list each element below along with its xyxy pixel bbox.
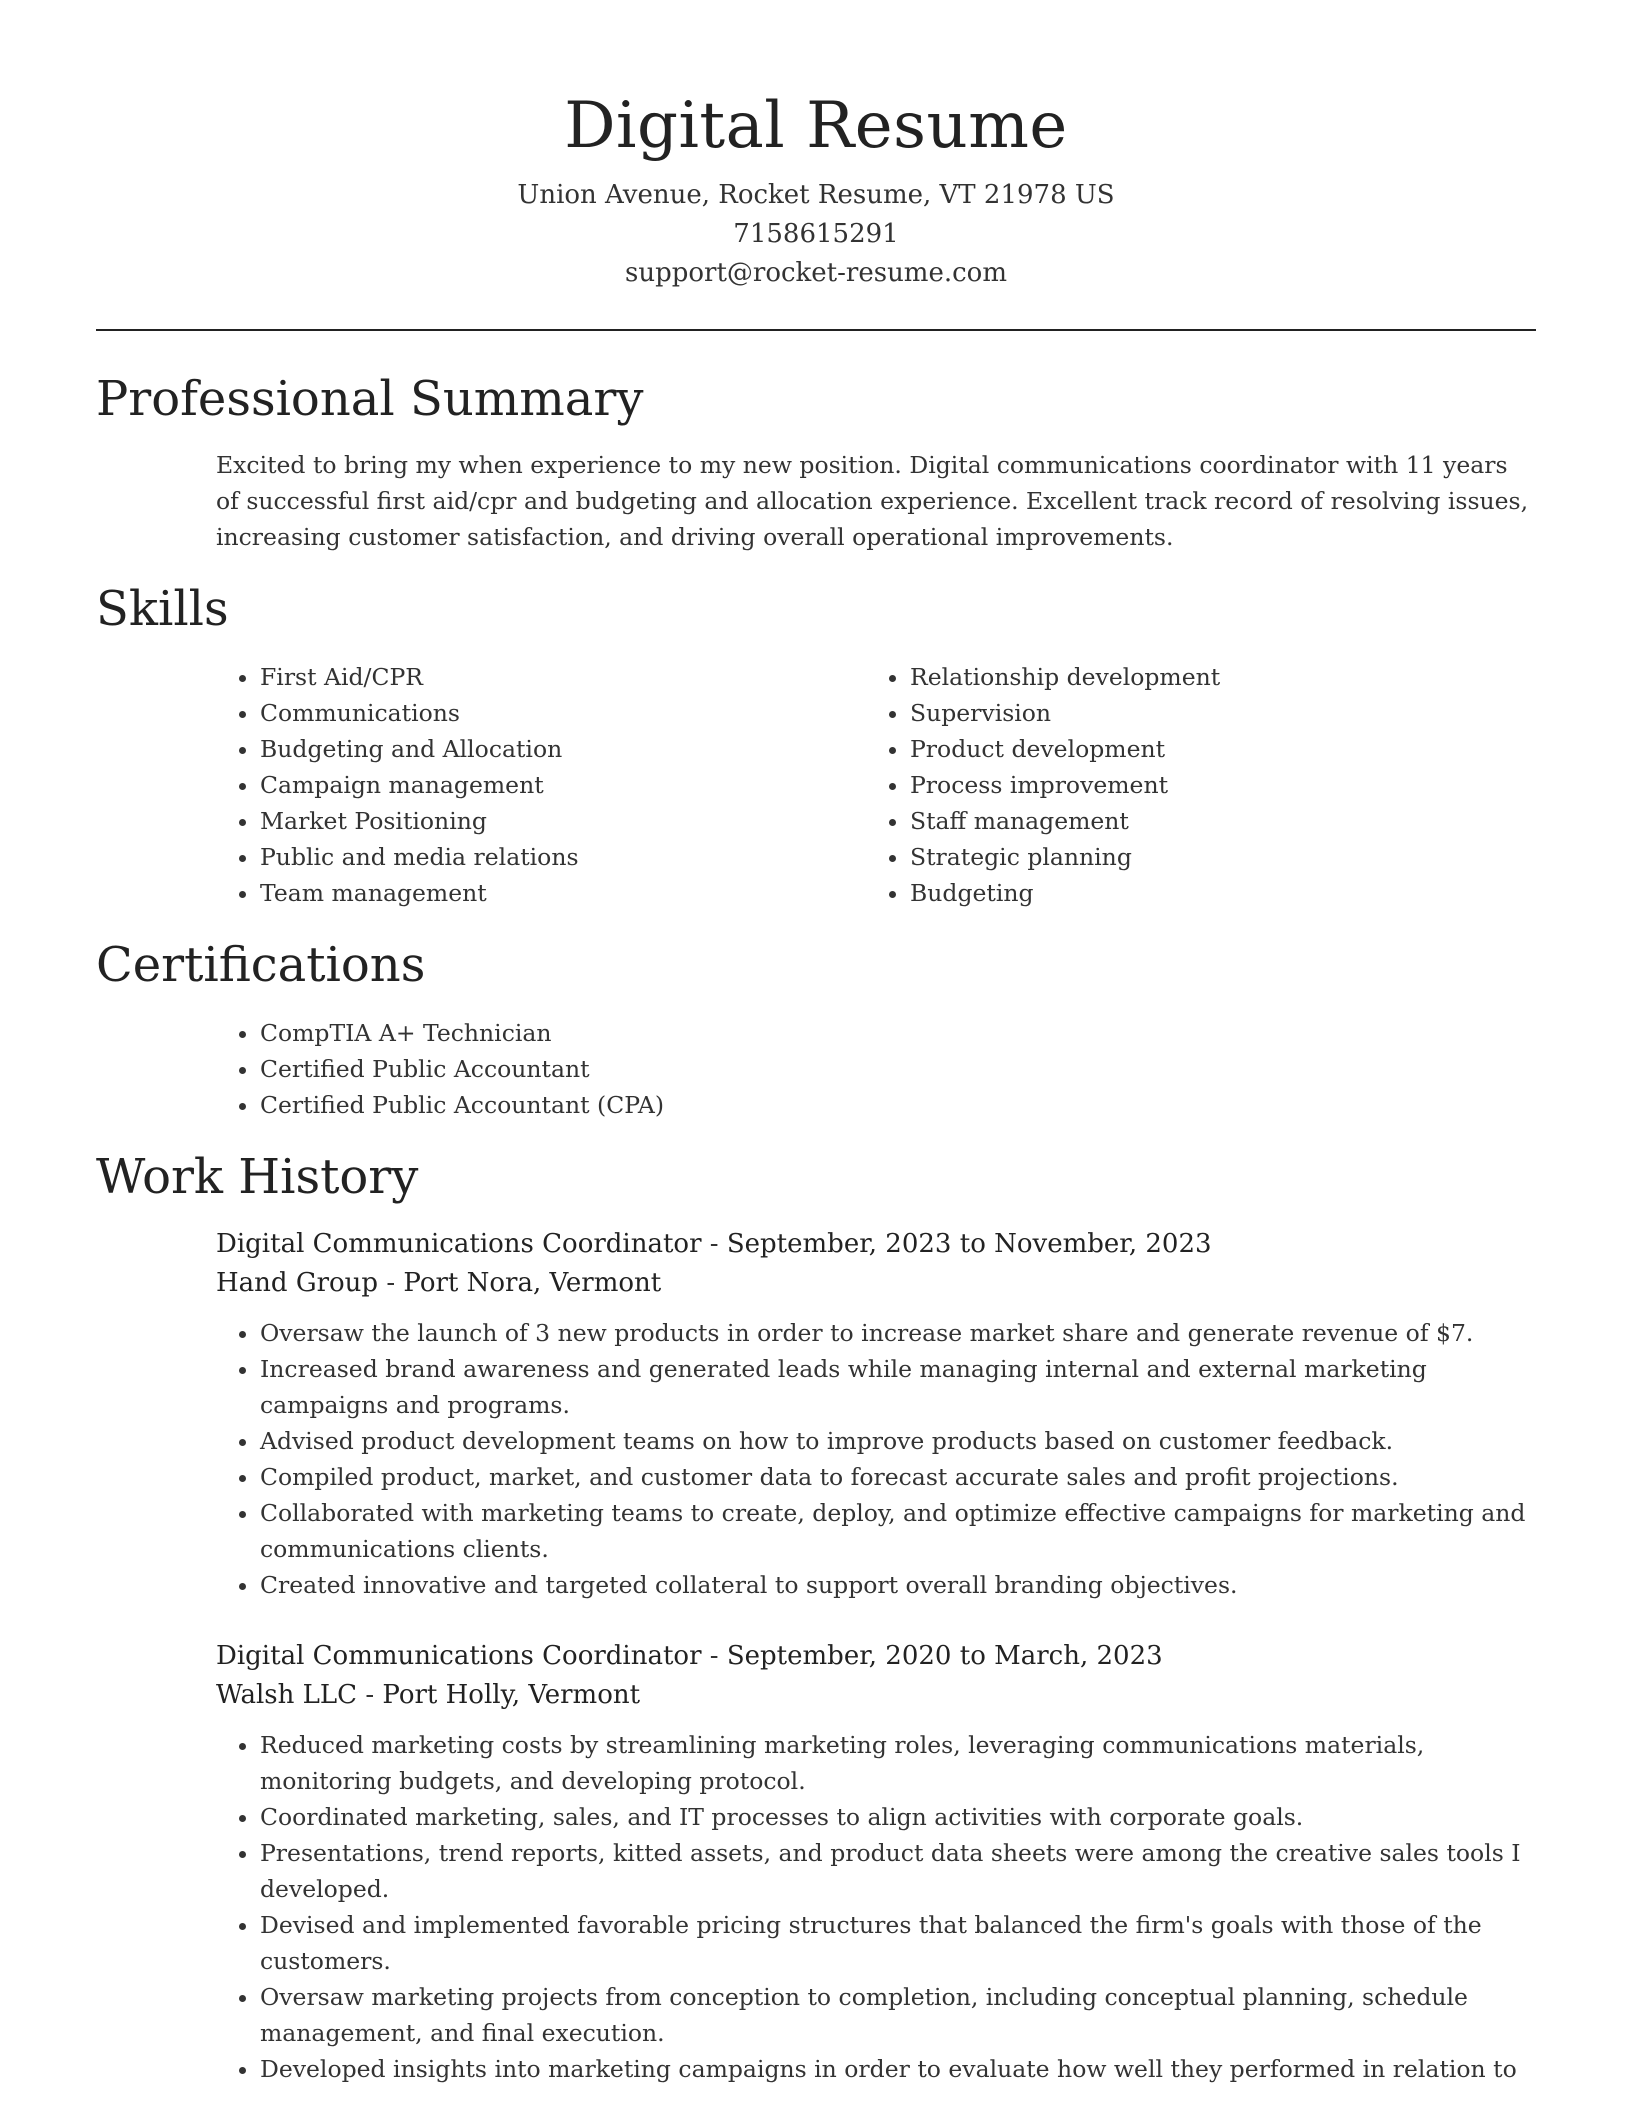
skill-item: • Communications: [260, 695, 866, 731]
skill-item: • Strategic planning: [910, 839, 1536, 875]
job-bullet: • Compiled product, market, and customer data to forecast accurate sales and profit projections.: [260, 1459, 1536, 1495]
job-bullet: • Created innovative and targeted collateral to support overall branding objectives.: [260, 1567, 1536, 1603]
contact-address: Union Avenue, Rocket Resume, VT 21978 US: [517, 180, 1115, 210]
skill-item: • Staff management: [910, 803, 1536, 839]
job-bullet: • Developed insights into marketing campaigns in order to evaluate how well they performed in relation to: [260, 2051, 1536, 2087]
skill-item: • Public and media relations: [260, 839, 866, 875]
work-history-section: [96, 1147, 1536, 2087]
skill-item: • Supervision: [910, 695, 1536, 731]
certification-item: • Certified Public Accountant: [260, 1051, 1536, 1087]
certification-item: • CompTIA A+ Technician: [260, 1015, 1536, 1051]
job-company: Hand Group: [216, 1268, 379, 1298]
job-bullet: • Coordinated marketing, sales, and IT processes to align activities with corporate goals.: [260, 1799, 1536, 1835]
job-location: Port Holly, Vermont: [382, 1680, 641, 1710]
summary-heading: Professional Summary: [96, 371, 644, 427]
candidate-name: Digital Resume: [564, 89, 1068, 163]
skill-item: • First Aid/CPR: [260, 659, 866, 695]
job-bullets: [216, 1315, 1536, 1603]
skill-item: • Team management: [260, 875, 866, 911]
job-entry: [216, 1225, 1536, 1603]
skills-columns: [216, 659, 1536, 911]
certification-item: • Certified Public Accountant (CPA): [260, 1087, 1536, 1123]
job-title-line: Digital Communications Coordinator - September, 2023 to November, 2023: [216, 1229, 1212, 1259]
resume-page: [96, 0, 1536, 2087]
job-dates: September, 2023 to November, 2023: [726, 1229, 1212, 1259]
skills-heading: Skills: [96, 581, 229, 637]
contact-email: support@rocket-resume.com: [624, 258, 1007, 288]
summary-text: Excited to bring my when experience to my new position. Digital communications coordinator with 11 years of successful first aid/cpr and budgeting and allocation experience. Excellent track record of resolving issues, increasing customer satisfaction, and driving overall operational improvements.: [216, 451, 1529, 551]
certifications-list: [216, 1015, 1536, 1123]
job-bullet: • Oversaw marketing projects from conception to completion, including conceptual planning, schedule management, and final execution.: [260, 1979, 1536, 2051]
work-history-heading: Work History: [96, 1149, 419, 1205]
job-title-line: Digital Communications Coordinator - September, 2020 to March, 2023: [216, 1641, 1163, 1671]
skill-item: • Campaign management: [260, 767, 866, 803]
job-company: Walsh LLC: [216, 1680, 358, 1710]
skill-item: • Process improvement: [910, 767, 1536, 803]
header-divider: [96, 329, 1536, 331]
job-bullet: • Collaborated with marketing teams to create, deploy, and optimize effective campaigns for marketing and communications clients.: [260, 1495, 1536, 1567]
job-role: Digital Communications Coordinator: [216, 1229, 702, 1259]
skills-section: [96, 579, 1536, 911]
job-bullet: • Presentations, trend reports, kitted assets, and product data sheets were among the creative sales tools I developed.: [260, 1835, 1536, 1907]
job-role: Digital Communications Coordinator: [216, 1641, 702, 1671]
skill-item: • Relationship development: [910, 659, 1536, 695]
job-location: Port Nora, Vermont: [403, 1268, 662, 1298]
job-bullet: • Oversaw the launch of 3 new products in order to increase market share and generate revenue of $7.: [260, 1315, 1536, 1351]
job-bullet: • Advised product development teams on how to improve products based on customer feedback.: [260, 1423, 1536, 1459]
skill-item: • Market Positioning: [260, 803, 866, 839]
job-dates: September, 2020 to March, 2023: [726, 1641, 1163, 1671]
certifications-section: [96, 935, 1536, 1123]
contact-info: [96, 176, 1536, 293]
job-entry: [216, 1637, 1536, 2087]
summary-section: [96, 369, 1536, 555]
job-bullet: • Increased brand awareness and generated leads while managing internal and external marketing campaigns and programs.: [260, 1351, 1536, 1423]
job-bullet: • Devised and implemented favorable pricing structures that balanced the firm's goals with those of the customers.: [260, 1907, 1536, 1979]
skills-list-right: [866, 659, 1536, 911]
job-company-line: Walsh LLC - Port Holly, Vermont: [216, 1680, 641, 1710]
skill-item: • Budgeting and Allocation: [260, 731, 866, 767]
contact-phone: 7158615291: [733, 219, 899, 249]
job-bullets: [216, 1727, 1536, 2087]
skill-item: • Budgeting: [910, 875, 1536, 911]
job-bullet: • Reduced marketing costs by streamlining marketing roles, leveraging communications materials, monitoring budgets, and developing protocol.: [260, 1727, 1536, 1799]
job-company-line: Hand Group - Port Nora, Vermont: [216, 1268, 662, 1298]
resume-header: [96, 0, 1536, 293]
skills-list-left: [216, 659, 866, 911]
skill-item: • Product development: [910, 731, 1536, 767]
certifications-heading: Certifications: [96, 937, 426, 993]
